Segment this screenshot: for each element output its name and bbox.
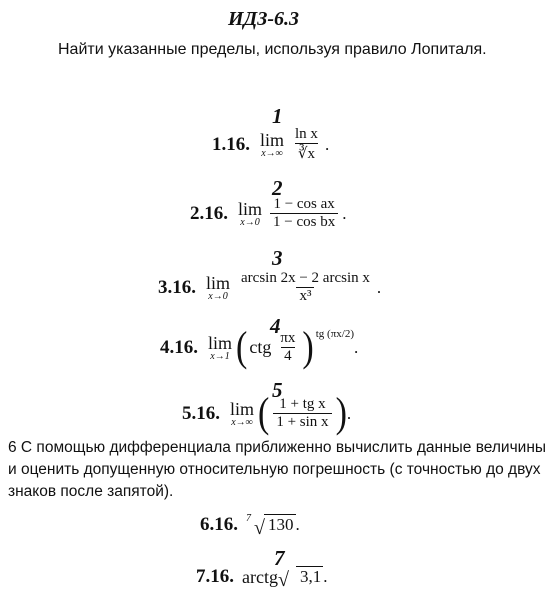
numerator: 1 − cos ax [273,196,335,212]
limit-operator [260,130,284,159]
section-number-5: 5 [272,378,283,402]
left-paren: ( [258,389,270,436]
fraction [238,270,373,305]
function-name: arctg [242,566,278,587]
exponent: tg (πx/2) [315,328,354,340]
numerator: πx [280,330,296,346]
problem-number: 2.16. [190,202,228,224]
function-name: ctg [249,337,272,357]
root-index: 7 [246,513,251,524]
problem-number: 6.16. [200,514,238,535]
radicand: 130 [264,514,296,534]
fraction [273,396,331,431]
fraction [270,196,338,231]
radical [246,513,296,539]
end-mark: . [342,203,347,223]
lim-subscript: x→∞ [261,148,283,159]
lim-word: lim [208,333,233,353]
limit-operator [230,399,254,428]
problem-3 [158,270,381,305]
task-6-instructions: 6 С помощью дифференциала приближенно вычислить данные величины и оценить допущенную относительную погрешность (с точностью до двух знаков после запятой). [8,439,547,500]
end-mark: . [324,134,330,154]
denominator: 1 − cos bx [270,213,338,231]
task-instructions: Найти указанные пределы, используя правило Лопиталя. [58,41,487,58]
problem-number: 5.16. [182,402,220,424]
numerator: 1 + tg x [279,396,326,412]
end-mark: . [354,337,359,357]
section-number-2: 2 [272,176,283,200]
radicand: 3,1 [296,566,323,586]
numerator: arcsin 2x − 2 arcsin x [241,270,370,286]
right-paren: ) [335,389,347,436]
problem-number: 7.16. [196,566,234,587]
section-number-7: 7 [274,546,285,570]
problem-4 [160,323,359,370]
problem-7 [196,566,328,591]
problem-6 [200,513,300,539]
end-mark: . [376,277,382,297]
radical-sign: √ [277,569,289,591]
end-mark: . [323,567,328,586]
denominator: x³ [296,287,314,305]
problem-1 [212,126,329,163]
lim-word: lim [260,130,285,150]
lim-word: lim [238,199,263,219]
page-title: ИДЗ-6.3 [228,8,300,30]
lim-word: lim [206,273,231,293]
problem-5 [182,389,352,436]
lim-subscript: x→∞ [231,417,253,428]
denominator: 4 [281,347,295,365]
section-number-4: 4 [270,314,281,338]
lim-subscript: x→0 [240,217,260,228]
right-paren: ) [302,323,314,370]
limit-operator [208,333,232,362]
radical [277,567,323,591]
lim-subscript: x→0 [208,291,228,302]
denominator: 1 + sin x [273,413,331,431]
problem-number: 3.16. [158,276,196,298]
fraction [292,126,321,163]
section-number-1: 1 [272,104,283,128]
limit-operator [238,199,262,228]
left-paren: ( [236,323,248,370]
end-mark: . [295,515,300,534]
end-mark: . [346,403,352,423]
section-number-3: 3 [272,246,283,270]
lim-subscript: x→1 [210,351,230,362]
radical-sign: √ [254,517,265,539]
numerator: ln x [295,126,318,142]
denominator: ∛x [295,143,318,163]
limit-operator [206,273,230,302]
lim-word: lim [230,399,255,419]
problem-number: 4.16. [160,336,198,358]
problem-2 [190,196,346,231]
fraction [277,330,298,365]
problem-number: 1.16. [212,133,250,155]
